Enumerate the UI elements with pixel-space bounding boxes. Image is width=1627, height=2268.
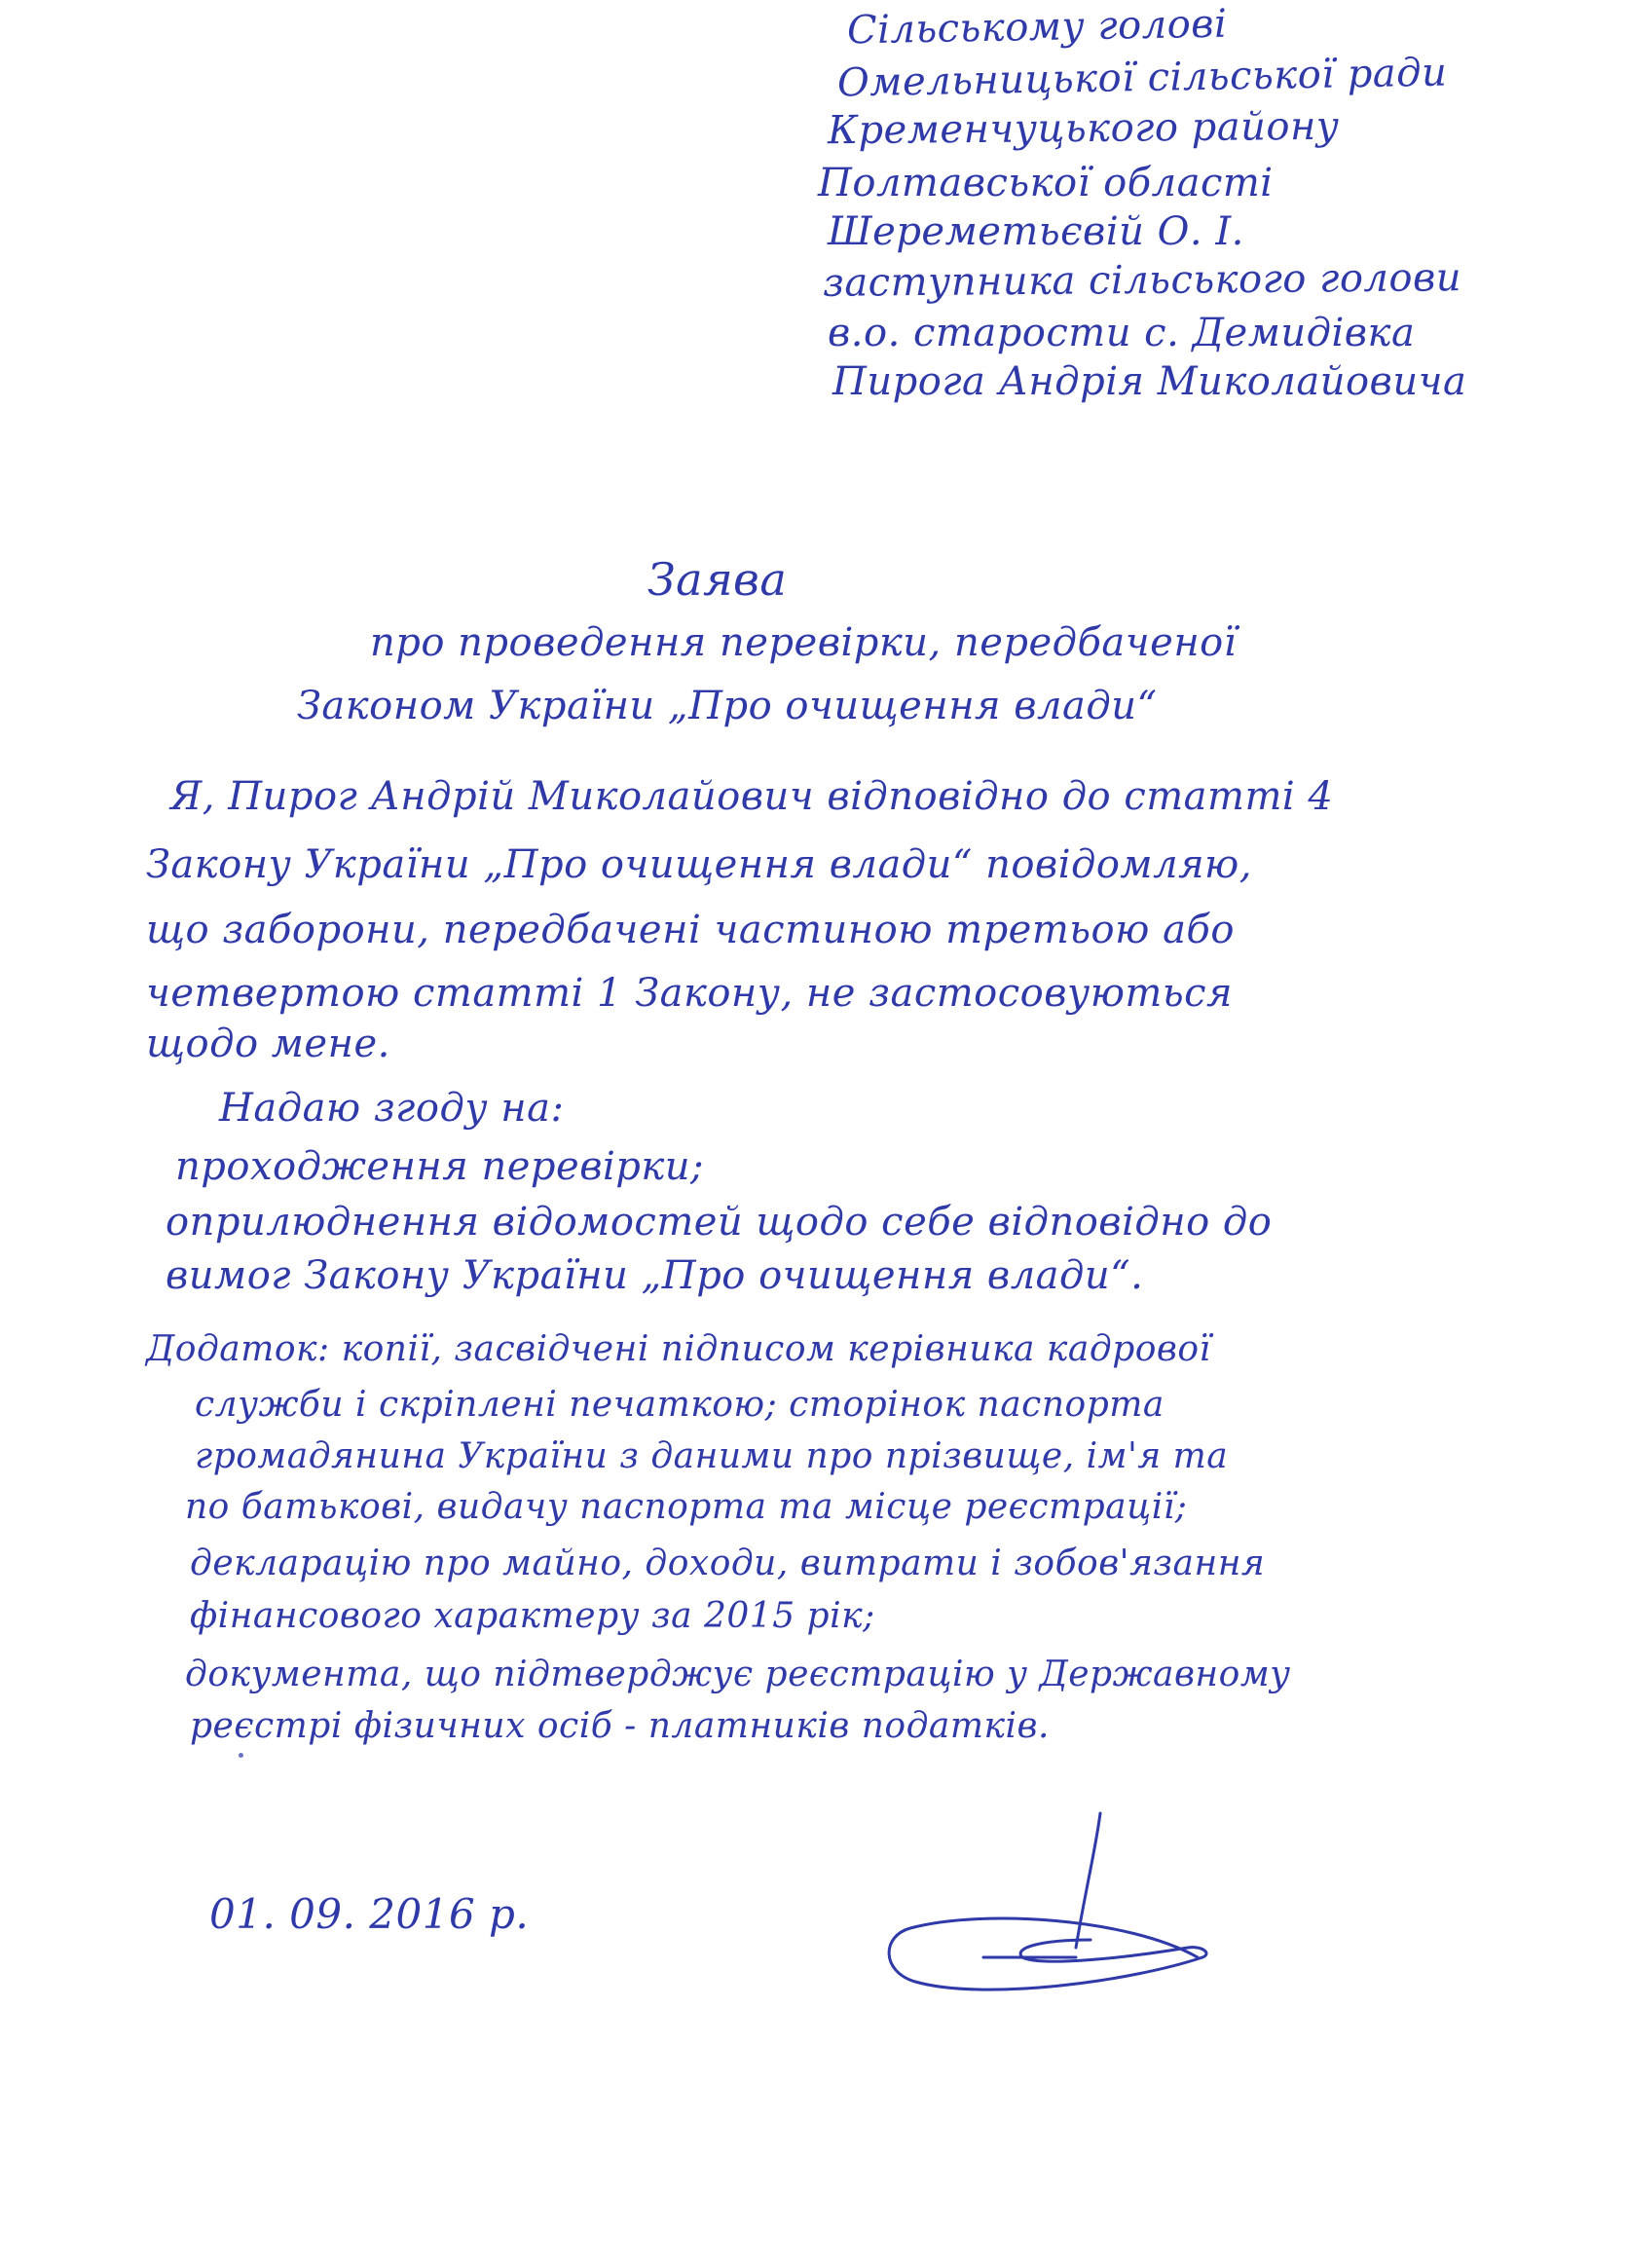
signature — [876, 1811, 1227, 2006]
consent-line: вимог Закону України „Про очищення влади“. — [166, 1253, 1144, 1298]
attachment-line: реєстрі фізичних осіб - платників податків. — [190, 1706, 1050, 1746]
attachment-line: по батькові, видачу паспорта та місце реєстрації; — [185, 1487, 1188, 1527]
header-line: Омельницької сільської ради — [836, 50, 1448, 106]
consent-line: оприлюднення відомостей щодо себе відповідно до — [166, 1200, 1273, 1245]
title-line: про проведення перевірки, передбаченої — [370, 620, 1238, 665]
attachment-line: декларацію про майно, доходи, витрати і зобов'язання — [190, 1543, 1266, 1583]
attachment-line: громадянина України з даними про прізвище, ім'я та — [195, 1436, 1229, 1476]
signature-date: 01. 09. 2016 р. — [209, 1890, 530, 1938]
body-line: Закону України „Про очищення влади“ повідомляю, — [146, 842, 1252, 887]
consent-line: проходження перевірки; — [175, 1144, 704, 1189]
document-title: Заява — [647, 553, 788, 606]
header-line: Полтавської області — [818, 161, 1274, 205]
attachment-line: документа, що підтверджує реєстрацію у Державному — [185, 1655, 1291, 1694]
ink-speck — [239, 1753, 243, 1758]
header-line: Кременчуцького району — [827, 103, 1340, 154]
attachment-line: Додаток: копії, засвідчені підписом керівника кадрової — [146, 1329, 1211, 1369]
attachment-line: служби і скріплені печаткою; сторінок паспорта — [195, 1385, 1165, 1425]
header-line: Шереметьєвій О. І. — [828, 209, 1244, 254]
body-line: що заборони, передбачені частиною третьою або — [146, 908, 1235, 952]
header-line: заступника сільського голови — [822, 255, 1462, 306]
attachment-line: фінансового характеру за 2015 рік; — [190, 1596, 875, 1636]
body-line: Я, Пирог Андрій Миколайович відповідно до статті 4 — [170, 774, 1334, 819]
header-line: Пирога Андрія Миколайовича — [832, 359, 1467, 404]
header-line: Сільському голові — [846, 1, 1228, 54]
title-line: Законом України „Про очищення влади“ — [297, 684, 1158, 728]
consent-line: Надаю згоду на: — [219, 1086, 565, 1131]
header-line: в.о. старости с. Демидівка — [828, 311, 1416, 355]
body-line: щодо мене. — [146, 1022, 390, 1066]
body-line: четвертою статті 1 Закону, не застосовуються — [146, 971, 1234, 1016]
